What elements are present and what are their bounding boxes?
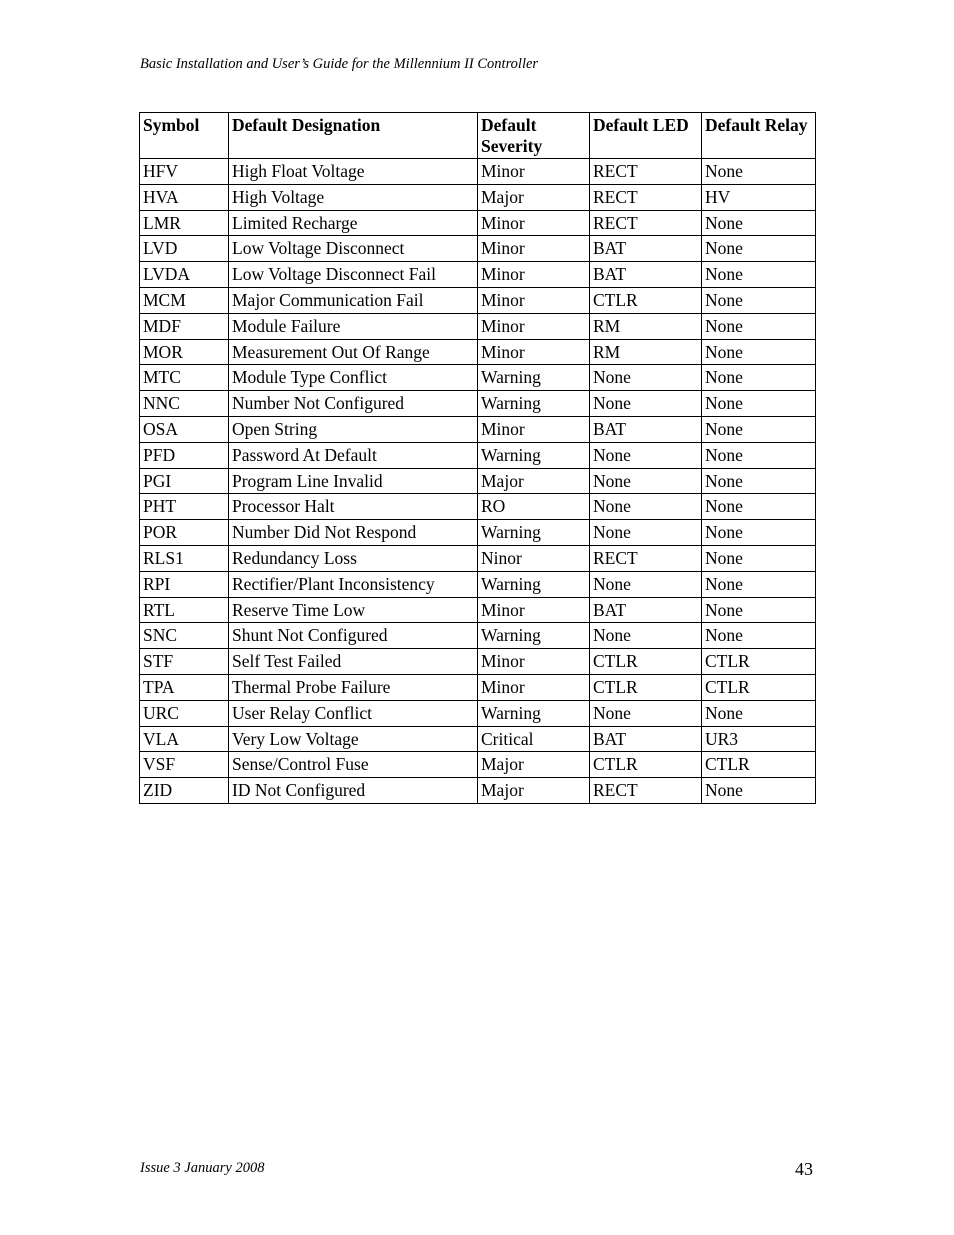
table-row xyxy=(140,159,816,185)
severity-cell: Warning xyxy=(478,700,590,726)
severity-cell: Minor xyxy=(478,262,590,288)
relay-cell: None xyxy=(702,262,816,288)
relay-cell: None xyxy=(702,778,816,804)
designation-cell: Module Failure xyxy=(229,313,478,339)
relay-cell: CTLR xyxy=(702,674,816,700)
relay-cell: None xyxy=(702,416,816,442)
table-row xyxy=(140,494,816,520)
table-row xyxy=(140,649,816,675)
severity-cell: Minor xyxy=(478,313,590,339)
designation-cell: Limited Recharge xyxy=(229,210,478,236)
severity-cell: Major xyxy=(478,468,590,494)
led-cell: RECT xyxy=(590,210,702,236)
designation-cell: Module Type Conflict xyxy=(229,365,478,391)
led-cell: None xyxy=(590,442,702,468)
symbol-cell: RLS1 xyxy=(140,545,229,571)
led-cell: None xyxy=(590,623,702,649)
symbol-cell: NNC xyxy=(140,391,229,417)
led-cell: RECT xyxy=(590,184,702,210)
designation-cell: Program Line Invalid xyxy=(229,468,478,494)
designation-cell: Self Test Failed xyxy=(229,649,478,675)
symbol-cell: MOR xyxy=(140,339,229,365)
designation-cell: Password At Default xyxy=(229,442,478,468)
severity-cell: Warning xyxy=(478,391,590,417)
designation-cell: Low Voltage Disconnect Fail xyxy=(229,262,478,288)
relay-cell: None xyxy=(702,236,816,262)
relay-cell: HV xyxy=(702,184,816,210)
severity-cell: Minor xyxy=(478,674,590,700)
led-cell: RM xyxy=(590,339,702,365)
relay-cell: CTLR xyxy=(702,752,816,778)
led-cell: BAT xyxy=(590,236,702,262)
severity-cell: Minor xyxy=(478,649,590,675)
led-cell: BAT xyxy=(590,597,702,623)
relay-cell: None xyxy=(702,571,816,597)
table-row xyxy=(140,210,816,236)
symbol-cell: ZID xyxy=(140,778,229,804)
table-row xyxy=(140,545,816,571)
designation-cell: Rectifier/Plant Inconsistency xyxy=(229,571,478,597)
severity-cell: Warning xyxy=(478,520,590,546)
severity-cell: Minor xyxy=(478,339,590,365)
relay-cell: None xyxy=(702,494,816,520)
table-row xyxy=(140,287,816,313)
issue-footer: Issue 3 January 2008 xyxy=(140,1160,265,1176)
severity-cell: Warning xyxy=(478,442,590,468)
table-row xyxy=(140,365,816,391)
table-row xyxy=(140,416,816,442)
severity-cell: Major xyxy=(478,752,590,778)
severity-cell: RO xyxy=(478,494,590,520)
severity-cell: Major xyxy=(478,778,590,804)
severity-cell: Minor xyxy=(478,159,590,185)
designation-cell: Low Voltage Disconnect xyxy=(229,236,478,262)
table-row xyxy=(140,262,816,288)
led-cell: CTLR xyxy=(590,649,702,675)
symbol-cell: LMR xyxy=(140,210,229,236)
led-cell: BAT xyxy=(590,416,702,442)
relay-cell: None xyxy=(702,159,816,185)
table-row xyxy=(140,520,816,546)
relay-cell: None xyxy=(702,520,816,546)
designation-cell: Thermal Probe Failure xyxy=(229,674,478,700)
designation-cell: User Relay Conflict xyxy=(229,700,478,726)
designation-cell: Open String xyxy=(229,416,478,442)
table-row xyxy=(140,313,816,339)
column-header-severity: Default Severity xyxy=(478,113,590,159)
symbol-cell: MDF xyxy=(140,313,229,339)
relay-cell: None xyxy=(702,468,816,494)
alarm-defaults-table xyxy=(139,112,816,804)
severity-cell: Warning xyxy=(478,571,590,597)
designation-cell: Number Not Configured xyxy=(229,391,478,417)
led-cell: None xyxy=(590,494,702,520)
relay-cell: None xyxy=(702,623,816,649)
relay-cell: UR3 xyxy=(702,726,816,752)
led-cell: BAT xyxy=(590,726,702,752)
led-cell: RECT xyxy=(590,159,702,185)
led-cell: RM xyxy=(590,313,702,339)
relay-cell: None xyxy=(702,313,816,339)
symbol-cell: PGI xyxy=(140,468,229,494)
column-header-led: Default LED xyxy=(590,113,702,159)
severity-cell: Minor xyxy=(478,287,590,313)
table-row xyxy=(140,339,816,365)
table-row xyxy=(140,726,816,752)
designation-cell: High Voltage xyxy=(229,184,478,210)
designation-cell: Reserve Time Low xyxy=(229,597,478,623)
led-cell: CTLR xyxy=(590,752,702,778)
relay-cell: None xyxy=(702,442,816,468)
symbol-cell: RPI xyxy=(140,571,229,597)
relay-cell: None xyxy=(702,597,816,623)
led-cell: None xyxy=(590,468,702,494)
led-cell: RECT xyxy=(590,545,702,571)
designation-cell: Sense/Control Fuse xyxy=(229,752,478,778)
severity-cell: Critical xyxy=(478,726,590,752)
relay-cell: None xyxy=(702,545,816,571)
symbol-cell: HFV xyxy=(140,159,229,185)
symbol-cell: SNC xyxy=(140,623,229,649)
table-body xyxy=(140,159,816,804)
designation-cell: Number Did Not Respond xyxy=(229,520,478,546)
table-row xyxy=(140,674,816,700)
severity-cell: Minor xyxy=(478,416,590,442)
relay-cell: None xyxy=(702,365,816,391)
relay-cell: None xyxy=(702,210,816,236)
symbol-cell: OSA xyxy=(140,416,229,442)
symbol-cell: VLA xyxy=(140,726,229,752)
symbol-cell: LVD xyxy=(140,236,229,262)
led-cell: CTLR xyxy=(590,674,702,700)
table-row xyxy=(140,752,816,778)
symbol-cell: MCM xyxy=(140,287,229,313)
designation-cell: Measurement Out Of Range xyxy=(229,339,478,365)
table-row xyxy=(140,597,816,623)
symbol-cell: LVDA xyxy=(140,262,229,288)
severity-cell: Major xyxy=(478,184,590,210)
symbol-cell: VSF xyxy=(140,752,229,778)
symbol-cell: POR xyxy=(140,520,229,546)
table-row xyxy=(140,623,816,649)
led-cell: CTLR xyxy=(590,287,702,313)
symbol-cell: PFD xyxy=(140,442,229,468)
relay-cell: None xyxy=(702,339,816,365)
severity-cell: Minor xyxy=(478,210,590,236)
led-cell: None xyxy=(590,571,702,597)
table-row xyxy=(140,778,816,804)
column-header-designation: Default Designation xyxy=(229,113,478,159)
designation-cell: Redundancy Loss xyxy=(229,545,478,571)
led-cell: None xyxy=(590,365,702,391)
table-row xyxy=(140,236,816,262)
relay-cell: CTLR xyxy=(702,649,816,675)
severity-cell: Ninor xyxy=(478,545,590,571)
table-row xyxy=(140,391,816,417)
symbol-cell: MTC xyxy=(140,365,229,391)
relay-cell: None xyxy=(702,700,816,726)
table-row xyxy=(140,184,816,210)
led-cell: None xyxy=(590,700,702,726)
severity-cell: Minor xyxy=(478,236,590,262)
symbol-cell: RTL xyxy=(140,597,229,623)
severity-cell: Minor xyxy=(478,597,590,623)
symbol-cell: URC xyxy=(140,700,229,726)
designation-cell: ID Not Configured xyxy=(229,778,478,804)
led-cell: BAT xyxy=(590,262,702,288)
led-cell: None xyxy=(590,391,702,417)
severity-cell: Warning xyxy=(478,623,590,649)
designation-cell: Very Low Voltage xyxy=(229,726,478,752)
column-header-symbol: Symbol xyxy=(140,113,229,159)
designation-cell: High Float Voltage xyxy=(229,159,478,185)
relay-cell: None xyxy=(702,287,816,313)
running-header: Basic Installation and User’s Guide for the Millennium II Controller xyxy=(140,56,539,72)
relay-cell: None xyxy=(702,391,816,417)
designation-cell: Processor Halt xyxy=(229,494,478,520)
column-header-relay: Default Relay xyxy=(702,113,816,159)
symbol-cell: HVA xyxy=(140,184,229,210)
designation-cell: Shunt Not Configured xyxy=(229,623,478,649)
table-header-row xyxy=(140,113,816,159)
led-cell: None xyxy=(590,520,702,546)
table-row xyxy=(140,571,816,597)
severity-cell: Warning xyxy=(478,365,590,391)
symbol-cell: TPA xyxy=(140,674,229,700)
table-row xyxy=(140,442,816,468)
symbol-cell: PHT xyxy=(140,494,229,520)
symbol-cell: STF xyxy=(140,649,229,675)
designation-cell: Major Communication Fail xyxy=(229,287,478,313)
page-number: 43 xyxy=(795,1159,813,1179)
table-row xyxy=(140,700,816,726)
table-row xyxy=(140,468,816,494)
led-cell: RECT xyxy=(590,778,702,804)
